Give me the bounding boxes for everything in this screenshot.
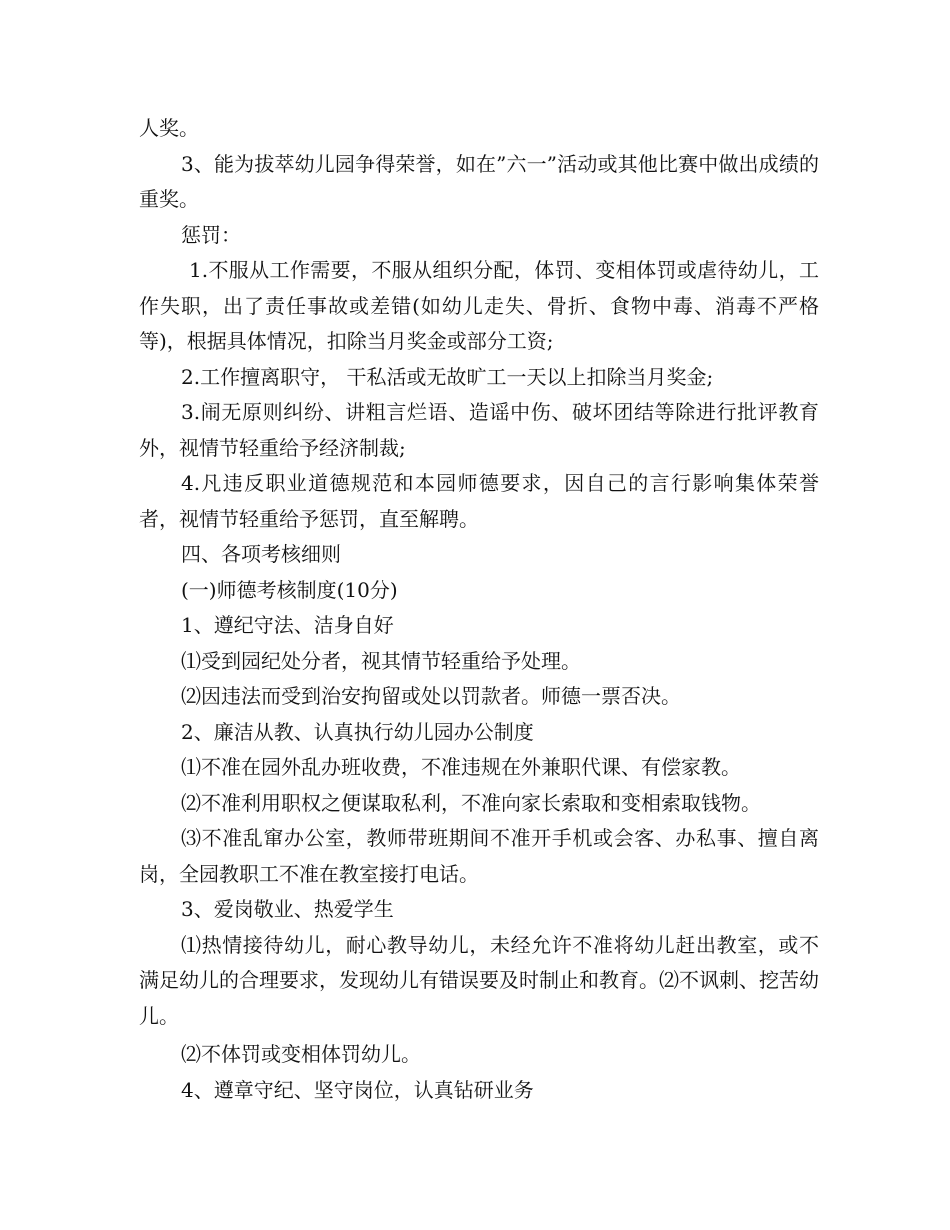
- paragraph-punishment-1: 1.不服从工作需要，不服从组织分配，体罚、变相体罚或虐待幼儿，工作失职，出了责任事故或差错(如幼儿走失、骨折、食物中毒、消毒不严格等)，根据具体情况，扣除当月奖金或部分工资;: [139, 258, 819, 353]
- heading-punishment: 惩罚：: [181, 222, 241, 247]
- paragraph-item-3-2: ⑵不体罚或变相体罚幼儿。: [181, 1042, 421, 1066]
- paragraph-item-3-1: ⑴热情接待幼儿，耐心教导幼儿，未经允许不准将幼儿赶出教室，或不满足幼儿的合理要求，发现幼儿有错误要及时制止和教育。⑵不讽刺、挖苦幼儿。: [139, 932, 819, 1028]
- paragraph-item-2-2: ⑵不准利用职权之便谋取私利，不准向家长索取和变相索取钱物。: [181, 790, 761, 815]
- paragraph-item-1-2: ⑵因违法而受到治安拘留或处以罚款者。师德一票否决。: [181, 684, 681, 708]
- heading-item-3: 3、爱岗敬业、热爱学生: [181, 897, 394, 921]
- paragraph-punishment-2: 2.工作擅离职守， 干私活或无故旷工一天以上扣除当月奖金;: [181, 364, 714, 389]
- paragraph-reward-tail: 人奖。: [139, 116, 199, 140]
- heading-section-4: 四、各项考核细则: [181, 542, 341, 566]
- paragraph-item-2-1: ⑴不准在园外乱办班收费，不准违规在外兼职代课、有偿家教。: [181, 755, 741, 779]
- paragraph-item-1-1: ⑴受到园纪处分者，视其情节轻重给予处理。: [181, 648, 581, 673]
- paragraph-punishment-3: 3.闹无原则纠纷、讲粗言烂语、造谣中伤、破坏团结等除进行批评教育外，视情节轻重给予经济制裁;: [139, 400, 819, 460]
- heading-item-1: 1、遵纪守法、洁身自好: [181, 613, 394, 637]
- heading-item-4: 4、遵章守纪、坚守岗位，认真钻研业务: [181, 1077, 534, 1102]
- heading-subsection-1: (一)师德考核制度(10分): [181, 577, 398, 602]
- paragraph-item-2-3: ⑶不准乱窜办公室，教师带班期间不准开手机或会客、办私事、擅自离岗，全园教职工不准在教室接打电话。: [139, 826, 819, 886]
- document-body: [139, 111, 819, 1108]
- paragraph-reward-3: 3、能为拔萃幼儿园争得荣誉，如在”六一”活动或其他比赛中做出成绩的重奖。: [139, 151, 819, 211]
- heading-item-2: 2、廉洁从教、认真执行幼儿园办公制度: [181, 719, 534, 744]
- paragraph-punishment-4: 4.凡违反职业道德规范和本园师德要求，因自己的言行影响集体荣誉者，视情节轻重给予惩罚，直至解聘。: [139, 471, 819, 531]
